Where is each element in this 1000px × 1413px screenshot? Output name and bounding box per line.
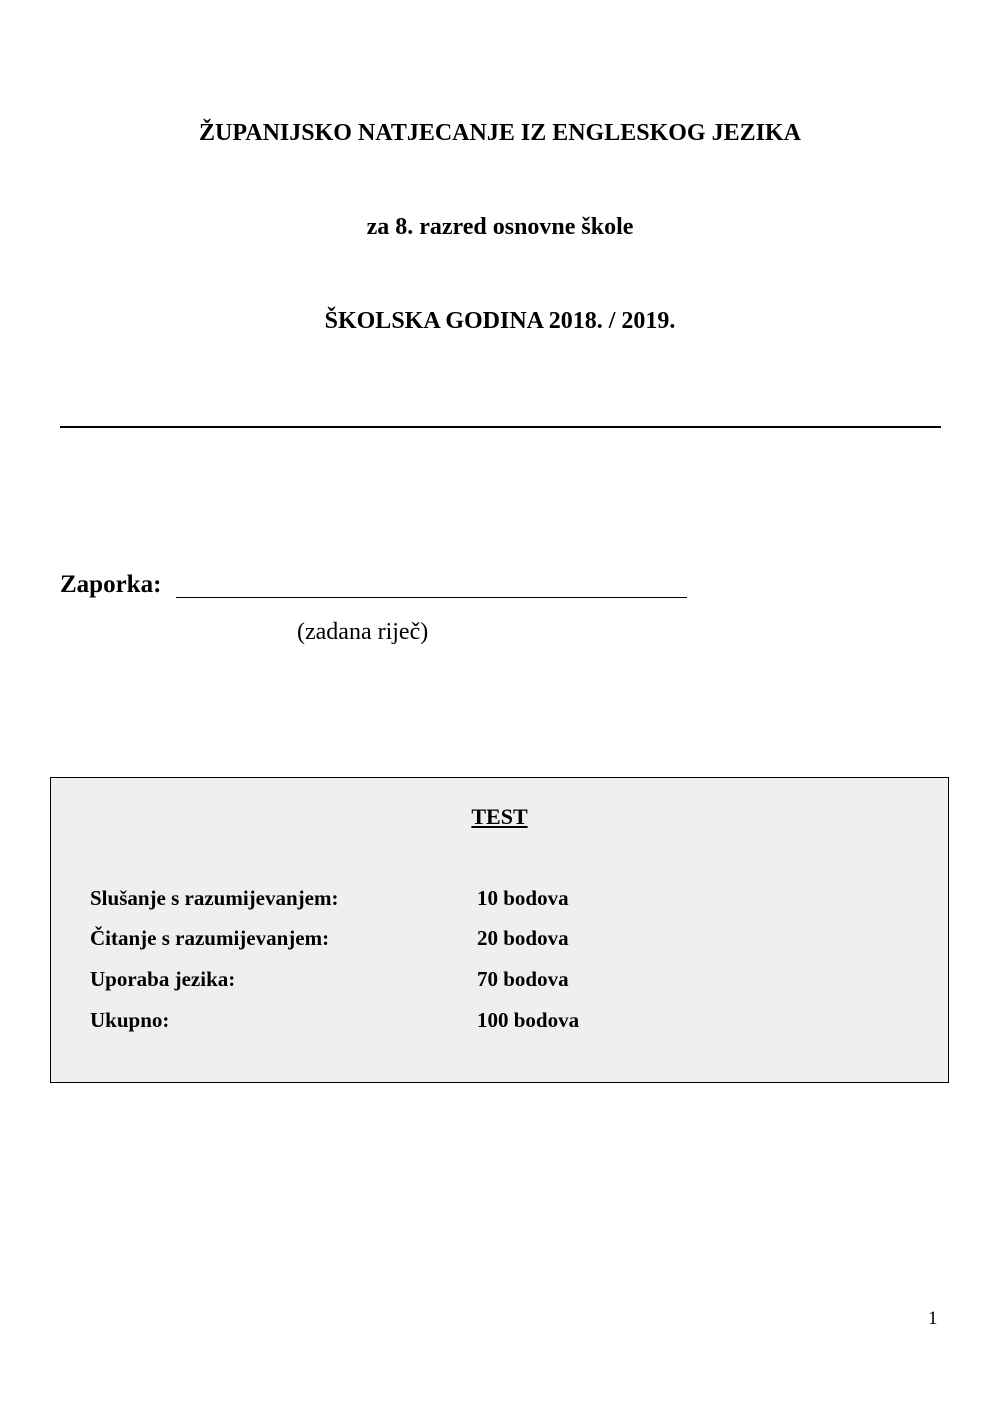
- score-label: Slušanje s razumijevanjem:: [90, 886, 339, 910]
- zaporka-input-line[interactable]: [176, 597, 687, 598]
- section-divider: [60, 426, 941, 428]
- zaporka-hint: (zadana riječ): [297, 619, 429, 645]
- score-value: 70 bodova: [477, 967, 569, 991]
- test-title: TEST: [471, 804, 528, 829]
- page-number: 1: [928, 1308, 938, 1329]
- score-row: [90, 966, 890, 994]
- score-row: [90, 1007, 890, 1035]
- document-title: ŽUPANIJSKO NATJECANJE IZ ENGLESKOG JEZIKA: [199, 120, 801, 146]
- school-year: ŠKOLSKA GODINA 2018. / 2019.: [324, 308, 676, 334]
- score-label: Čitanje s razumijevanjem:: [90, 926, 330, 950]
- score-value: 20 bodova: [477, 926, 569, 950]
- zaporka-label: Zaporka:: [60, 571, 162, 598]
- zaporka-field: [60, 570, 700, 604]
- score-label: Ukupno:: [90, 1008, 170, 1032]
- score-value: 100 bodova: [477, 1008, 580, 1032]
- score-row: [90, 925, 890, 953]
- test-score-box: [50, 777, 949, 1083]
- score-value: 10 bodova: [477, 886, 569, 910]
- score-label: Uporaba jezika:: [90, 967, 236, 991]
- document-subtitle: za 8. razred osnovne škole: [366, 214, 634, 240]
- score-row: [90, 885, 890, 913]
